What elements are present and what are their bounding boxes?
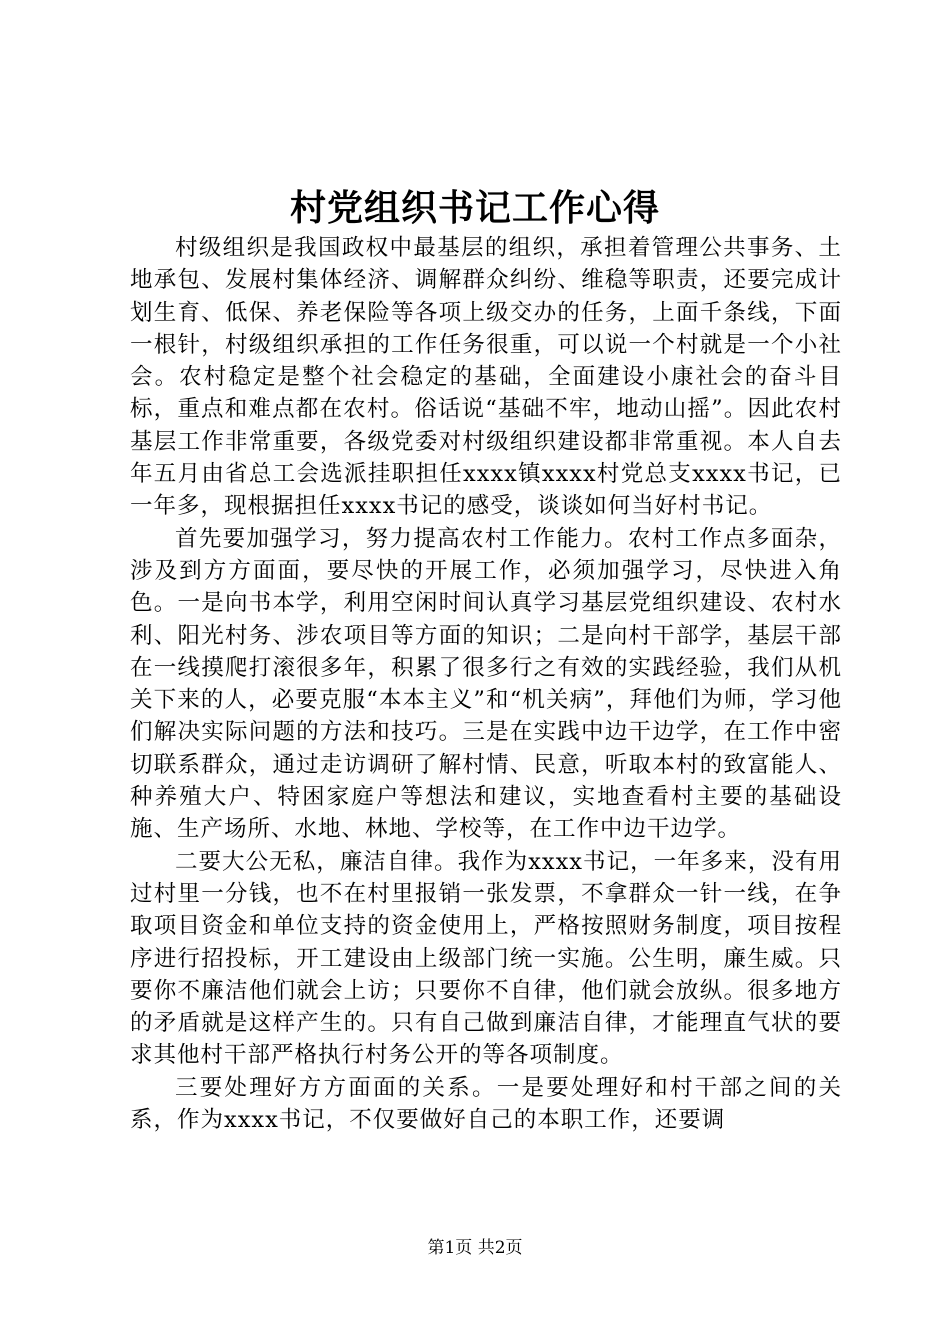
document-body — [130, 232, 842, 1136]
paragraph-study: 首先要加强学习，努力提高农村工作能力。农村工作点多面杂，涉及到方方面面，要尽快的开展工作，必须加强学习，尽快进入角色。一是向书本学，利用空闲时间认真学习基层党组织建设、农村水利、阳光村务、涉农项目等方面的知识；二是向村干部学，基层干部在一线摸爬打滚很多年，积累了很多行之有效的实践经验，我们从机关下来的人，必要克服“本本主义”和“机关病”，拜他们为师，学习他们解决实际问题的方法和技巧。三是在实践中边干边学，在工作中密切联系群众，通过走访调研了解村情、民意，听取本村的致富能人、种养殖大户、特困家庭户等想法和建议，实地查看村主要的基础设施、生产场所、水地、林地、学校等，在工作中边干边学。 — [130, 525, 842, 843]
paragraph-integrity: 二要大公无私，廉洁自律。我作为xxxx书记，一年多来，没有用过村里一分钱，也不在村里报销一张发票，不拿群众一针一线，在争取项目资金和单位支持的资金使用上，严格按照财务制度，项目按程序进行招投标，开工建设由上级部门统一实施。公生明，廉生威。只要你不廉洁他们就会上访；只要你不自律，他们就会放纵。很多地方的矛盾就是这样产生的。只有自己做到廉洁自律，才能理直气状的要求其他村干部严格执行村务公开的等各项制度。 — [130, 848, 842, 1069]
paragraph-intro: 村级组织是我国政权中最基层的组织，承担着管理公共事务、土地承包、发展村集体经济、调解群众纠纷、维稳等职责，还要完成计划生育、低保、养老保险等各项上级交办的任务，上面千条线，下面一根针，村级组织承担的工作任务很重，可以说一个村就是一个小社会。农村稳定是整个社会稳定的基础，全面建设小康社会的奋斗目标，重点和难点都在农村。俗话说“基础不牢，地动山摇”。因此农村基层工作非常重要，各级党委对村级组织建设都非常重视。本人自去年五月由省总工会选派挂职担任xxxx镇xxxx村党总支xxxx书记，已一年多，现根据担任xxxx书记的感受，谈谈如何当好村书记。 — [130, 235, 842, 520]
page-number-footer: 第1页 共2页 — [427, 1238, 523, 1258]
paragraph-relations: 三要处理好方方面面的关系。一是要处理好和村干部之间的关系，作为xxxx书记，不仅要做好自己的本职工作，还要调 — [130, 1074, 842, 1134]
document-title: 村党组织书记工作心得 — [289, 187, 660, 229]
